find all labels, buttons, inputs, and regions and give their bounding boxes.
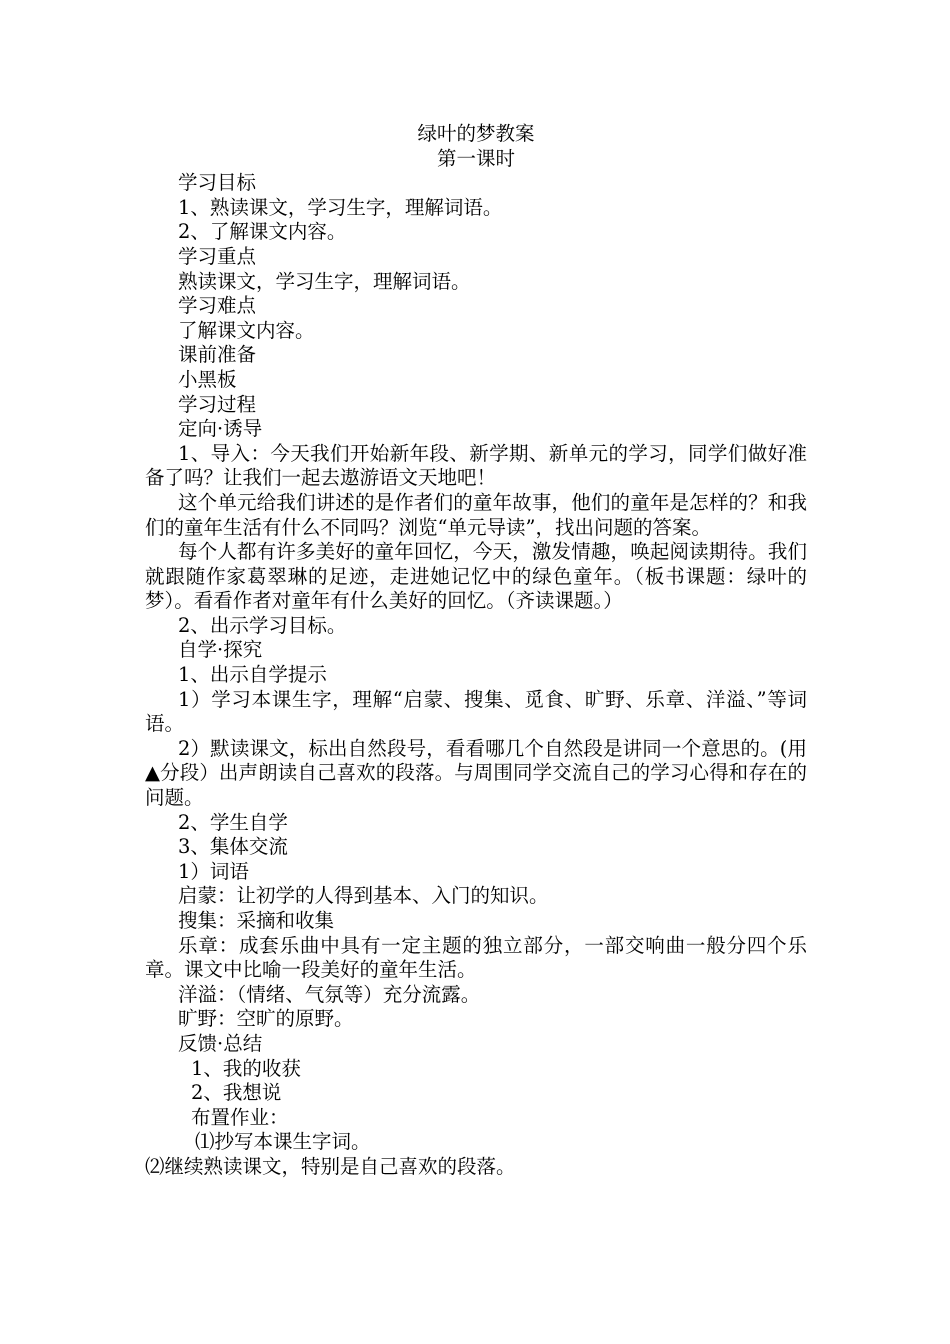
vocabulary-heading: 1）词语: [178, 859, 249, 883]
vocab-kuangye: 旷野：空旷的原野。: [178, 1007, 354, 1031]
heading-process: 学习过程: [178, 392, 257, 416]
section-self-study: 自学·探究: [178, 638, 263, 662]
self-study-step-1: 1）学习本课生字，理解“启蒙、搜集、觅食、旷野、乐章、洋溢、”等词语。: [145, 687, 807, 736]
feedback-item-2: 2、我想说: [191, 1081, 282, 1105]
heading-key-points: 学习重点: [178, 244, 257, 268]
goal-item-1: 1、熟读课文，学习生字，理解词语。: [178, 195, 503, 219]
paragraph-unit-overview: 这个单元给我们讲述的是作者们的童年故事，他们的童年是怎样的？和我们的童年生活有什么不同吗？浏览“单元导读”，找出问题的答案。: [145, 490, 807, 539]
document-page: [145, 122, 807, 1180]
vocab-souji: 搜集：采摘和收集: [178, 909, 335, 932]
homework-item-2: ⑵继续熟读课文，特别是自己喜欢的段落。: [145, 1154, 516, 1178]
student-self-study: 2、学生自学: [178, 810, 288, 834]
vocab-yuezhang: 乐章：成套乐曲中具有一定主题的独立部分，一部交响曲一般分四个乐章。课文中比喻一段美好的童年生活。: [145, 933, 807, 982]
vocab-qimeng: 启蒙：让初学的人得到基本、入门的知识。: [178, 884, 549, 908]
heading-learning-goals: 学习目标: [178, 171, 257, 195]
paragraph-introduction: 1、导入：今天我们开始新年段、新学期、新单元的学习，同学们做好准备了吗？让我们一起去遨游语文天地吧！: [145, 441, 807, 490]
group-discussion: 3、集体交流: [178, 835, 288, 859]
preparation-text: 小黑板: [178, 367, 237, 391]
homework-heading: 布置作业：: [191, 1105, 289, 1129]
self-study-prompt: 1、出示自学提示: [178, 663, 327, 687]
difficulties-text: 了解课文内容。: [178, 318, 315, 342]
paragraph-childhood-memories: 每个人都有许多美好的童年回忆，今天，激发情趣，唤起阅读期待。我们就跟随作家葛翠琳的足迹，走进她记忆中的绿色童年。（板书课题：绿叶的梦）。看看作者对童年有什么美好的回忆。（齐读课题。）: [145, 540, 807, 613]
vocab-yangyi: 洋溢：（情绪、气氛等）充分流露。: [178, 982, 481, 1006]
paragraph-show-goals: 2、出示学习目标。: [178, 613, 347, 637]
feedback-item-1: 1、我的收获: [191, 1056, 301, 1080]
section-orientation: 定向·诱导: [178, 417, 263, 441]
homework-item-1: ⑴抄写本课生字词。: [195, 1130, 371, 1154]
goal-item-2: 2、了解课文内容。: [178, 220, 347, 244]
document-title: 绿叶的梦教案: [417, 122, 535, 145]
key-points-text: 熟读课文，学习生字，理解词语。: [178, 269, 471, 293]
section-feedback: 反馈·总结: [178, 1031, 263, 1055]
heading-difficulties: 学习难点: [178, 294, 257, 318]
heading-preparation: 课前准备: [178, 343, 257, 367]
lesson-subtitle: 第一课时: [436, 146, 515, 170]
self-study-step-2: 2）默读课文，标出自然段号，看看哪几个自然段是讲同一个意思的。(用▲分段）出声朗读自己喜欢的段落。与周围同学交流自己的学习心得和存在的问题。: [145, 736, 807, 810]
